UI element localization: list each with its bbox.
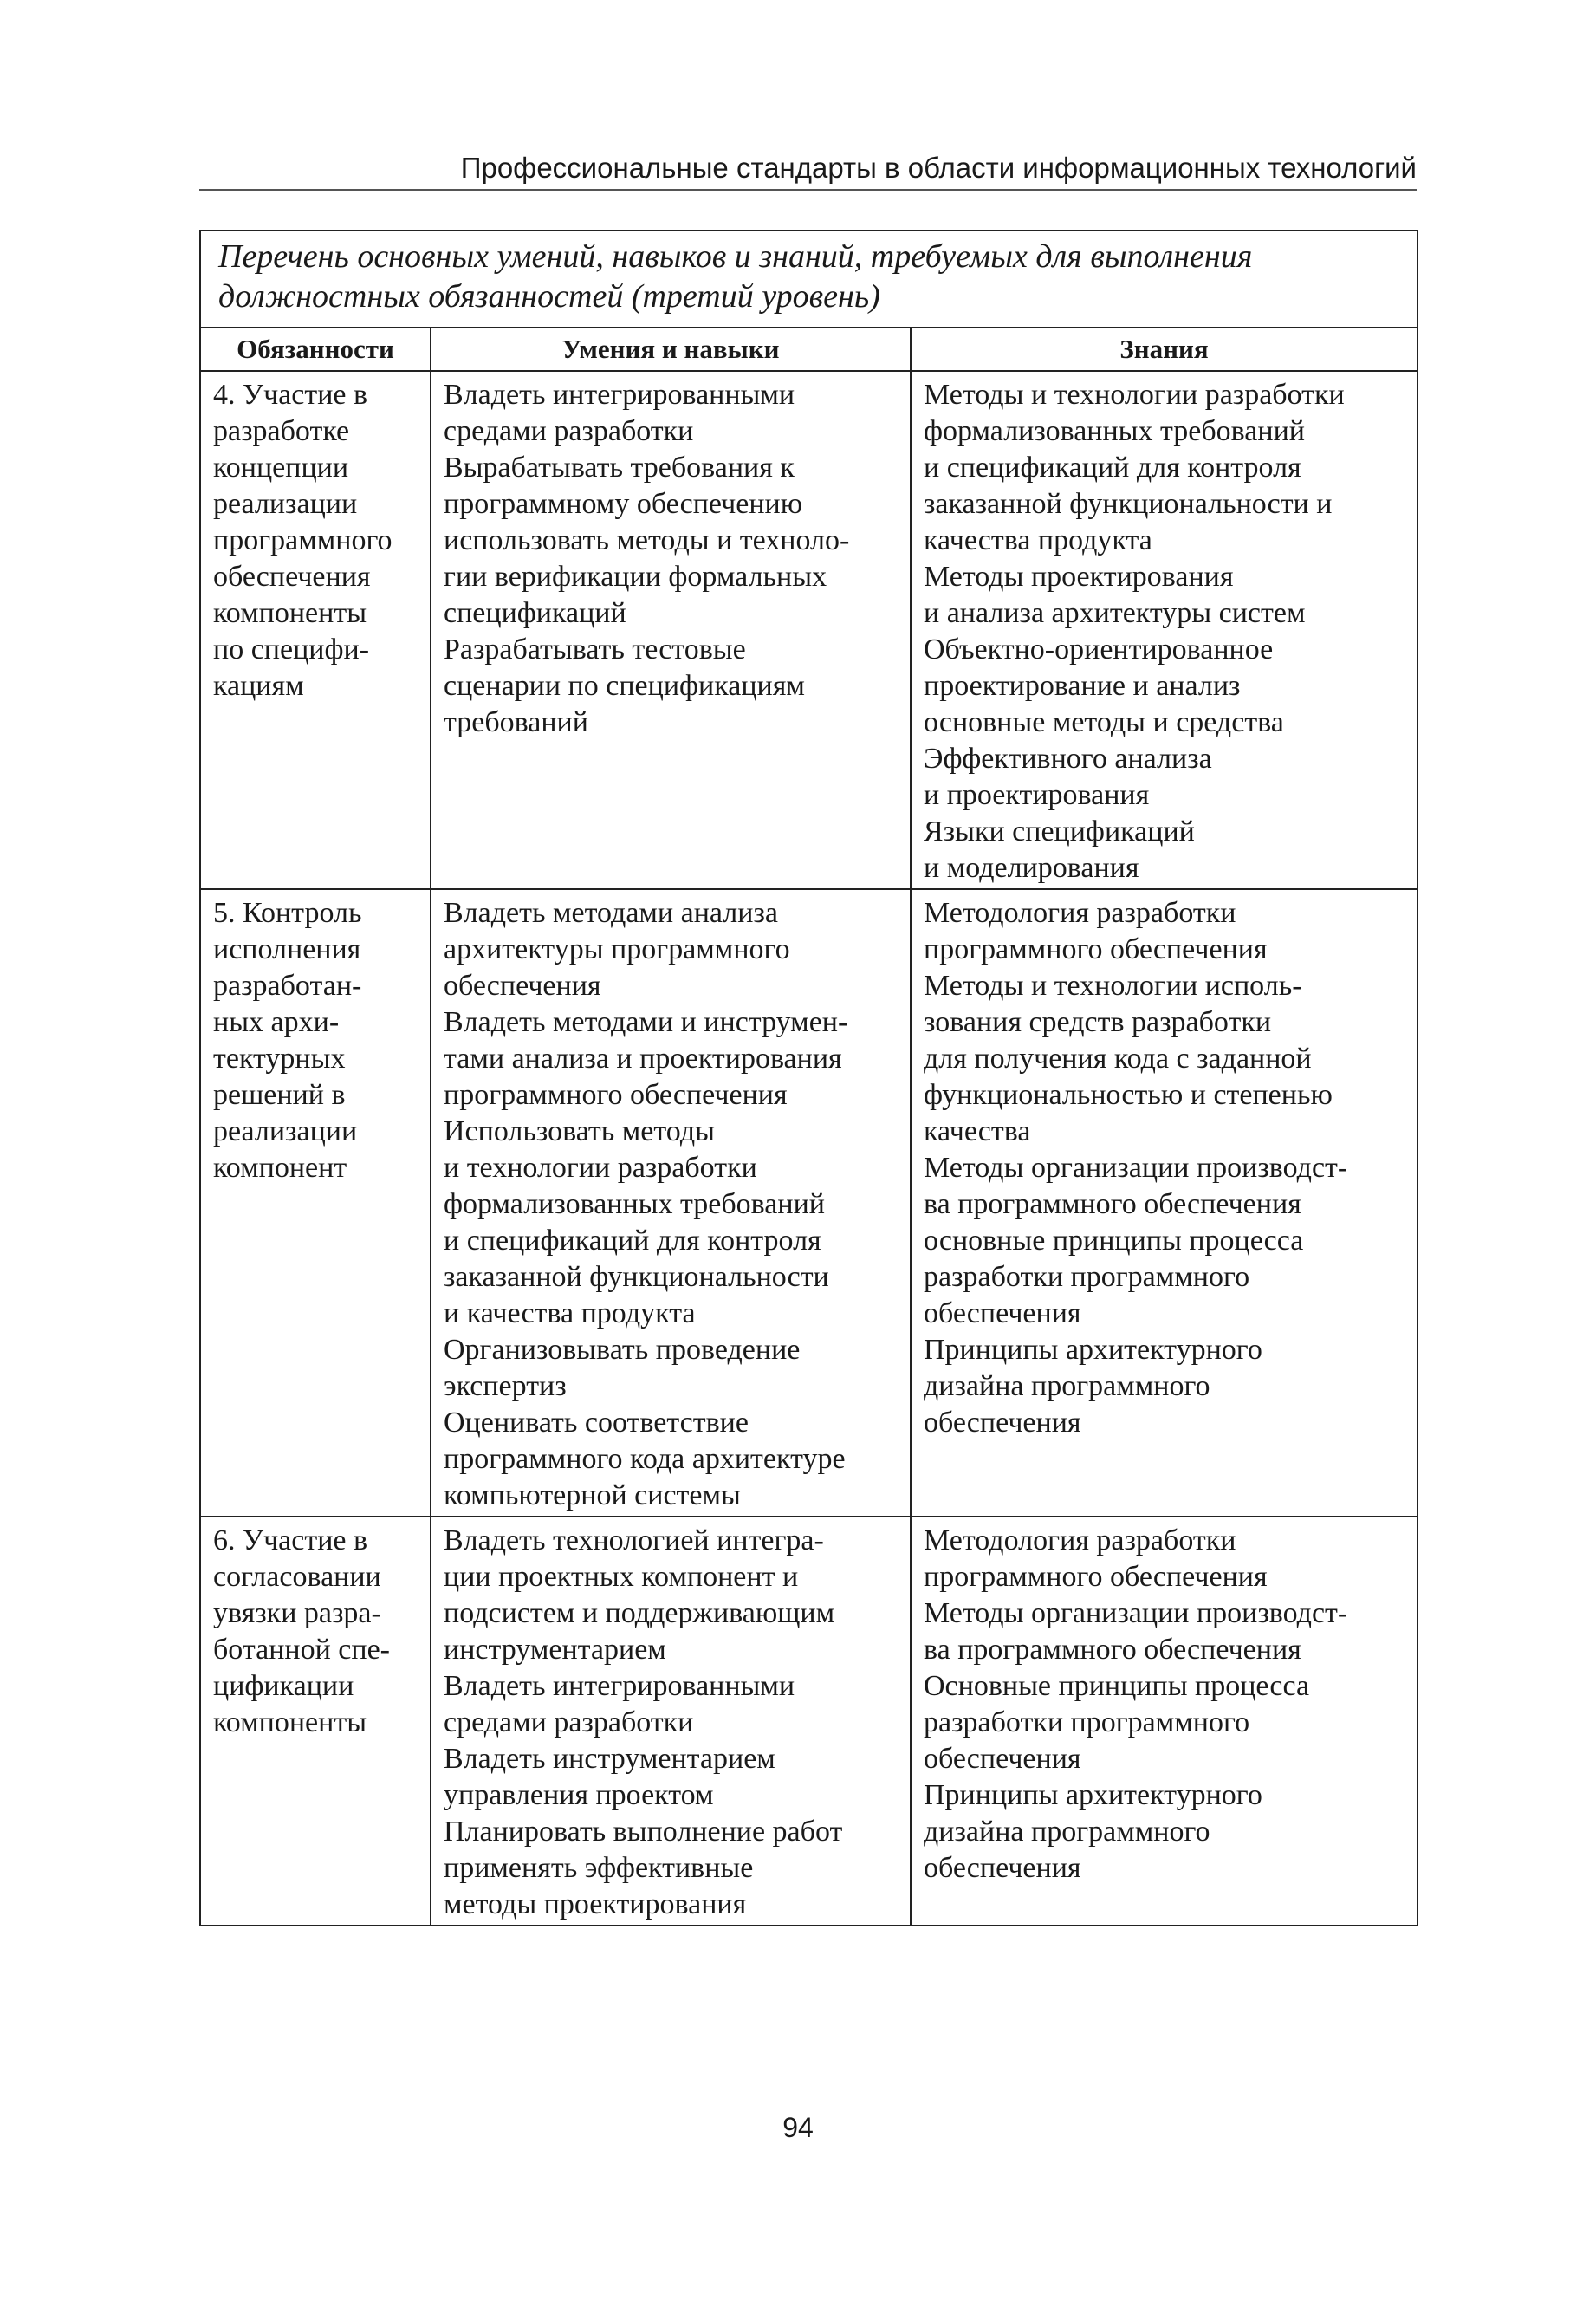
cell-line: программного обеспечения (924, 1561, 1268, 1593)
header-row (200, 328, 1418, 371)
cell-line: Принципы архитектурного (924, 1334, 1262, 1366)
cell-line: ва программного обеспечения (924, 1634, 1301, 1666)
table-row (200, 889, 1418, 1517)
cell-line: заказанной функциональности (444, 1261, 829, 1293)
cell-line: Языки спецификаций (924, 815, 1195, 848)
cell-line: управления проектом (444, 1779, 714, 1811)
cell-line: Методология разработки (924, 1524, 1236, 1556)
cell-line: обеспечения (213, 561, 371, 593)
cell-line: увязки разра- (213, 1597, 381, 1629)
cell-line: ции проектных компонент и (444, 1561, 799, 1593)
caption-row (200, 231, 1418, 328)
cell-line: кациям (213, 670, 304, 702)
cell-line: Методы организации производст- (924, 1152, 1348, 1184)
cell-line: разработки программного (924, 1706, 1250, 1738)
cell-line: 4. Участие в (213, 379, 368, 411)
cell-line: основные методы и средства (924, 706, 1284, 738)
column-header-skills: Умения и навыки (431, 328, 911, 371)
skills-cell (431, 371, 911, 889)
cell-line: архитектуры программного (444, 933, 790, 965)
cell-line: Методология разработки (924, 897, 1236, 929)
cell-line: программного кода архитектуре (444, 1443, 846, 1475)
cell-line: Эффективного анализа (924, 743, 1212, 775)
cell-line: сценарии по спецификациям (444, 670, 805, 702)
cell-line: Основные принципы процесса (924, 1670, 1310, 1702)
cell-line: Владеть технологией интегра- (444, 1524, 824, 1556)
cell-line: компонент (213, 1152, 347, 1184)
cell-line: основные принципы процесса (924, 1225, 1304, 1257)
cell-line: 6. Участие в (213, 1524, 368, 1556)
cell-line: 5. Контроль (213, 897, 362, 929)
cell-line: Владеть инструментарием (444, 1743, 775, 1775)
cell-line: и моделирования (924, 852, 1139, 884)
table-row (200, 1517, 1418, 1926)
knowledge-cell (911, 1517, 1418, 1926)
cell-line: подсистем и поддерживающим (444, 1597, 835, 1629)
cell-line: согласовании (213, 1561, 381, 1593)
cell-line: компоненты (213, 597, 367, 629)
duty-cell (200, 889, 431, 1517)
cell-line: разработке (213, 415, 350, 447)
knowledge-cell (911, 371, 1418, 889)
cell-line: средами разработки (444, 415, 694, 447)
cell-line: реализации (213, 1115, 358, 1147)
cell-line: дизайна программного (924, 1370, 1210, 1402)
caption-line: Перечень основных умений, навыков и знаний, требуемых для выполнения (218, 238, 1253, 275)
cell-line: Объектно-ориентированное (924, 633, 1274, 666)
cell-line: требований (444, 706, 588, 738)
cell-line: обеспечения (444, 970, 601, 1002)
skills-cell (431, 1517, 911, 1926)
cell-line: и спецификаций для контроля (444, 1225, 821, 1257)
cell-line: программного (213, 524, 393, 556)
cell-line: и технологии разработки (444, 1152, 757, 1184)
cell-line: программному обеспечению (444, 488, 803, 520)
cell-line: качества продукта (924, 524, 1152, 556)
cell-line: Использовать методы (444, 1115, 715, 1147)
cell-line: качества (924, 1115, 1031, 1147)
cell-line: и проектирования (924, 779, 1150, 811)
knowledge-cell (911, 889, 1418, 1517)
cell-line: Разрабатывать тестовые (444, 633, 746, 666)
competency-table (199, 230, 1418, 1926)
table-caption (200, 231, 1418, 328)
cell-line: Методы и технологии разработки (924, 379, 1345, 411)
cell-line: Вырабатывать требования к (444, 452, 795, 484)
cell-line: ных архи- (213, 1006, 340, 1038)
cell-line: Владеть интегрированными (444, 379, 795, 411)
cell-line: использовать методы и техноло- (444, 524, 850, 556)
cell-line: Планировать выполнение работ (444, 1816, 843, 1848)
cell-line: разработки программного (924, 1261, 1250, 1293)
cell-line: по специфи- (213, 633, 370, 666)
cell-line: функциональностью и степенью (924, 1079, 1333, 1111)
cell-line: применять эффективные (444, 1852, 754, 1884)
cell-line: и анализа архитектуры систем (924, 597, 1306, 629)
cell-line: зования средств разработки (924, 1006, 1272, 1038)
cell-line: исполнения (213, 933, 361, 965)
skills-cell (431, 889, 911, 1517)
cell-line: тами анализа и проектирования (444, 1043, 842, 1075)
cell-line: ва программного обеспечения (924, 1188, 1301, 1220)
cell-line: программного обеспечения (444, 1079, 788, 1111)
cell-line: Методы проектирования (924, 561, 1234, 593)
cell-line: формализованных требований (924, 415, 1305, 447)
duty-cell (200, 1517, 431, 1926)
cell-line: средами разработки (444, 1706, 694, 1738)
cell-line: проектирование и анализ (924, 670, 1241, 702)
cell-line: ботанной спе- (213, 1634, 390, 1666)
cell-line: Владеть методами анализа (444, 897, 778, 929)
cell-line: компьютерной системы (444, 1479, 741, 1511)
cell-line: заказанной функциональности и (924, 488, 1333, 520)
cell-line: обеспечения (924, 1297, 1081, 1329)
cell-line: спецификаций (444, 597, 626, 629)
cell-line: и спецификаций для контроля (924, 452, 1301, 484)
caption-line: должностных обязанностей (третий уровень) (218, 278, 880, 315)
cell-line: гии верификации формальных (444, 561, 827, 593)
header-rule (199, 189, 1417, 191)
cell-line: инструментарием (444, 1634, 666, 1666)
running-head: Профессиональные стандарты в области информационных технологий (460, 152, 1417, 184)
table-row (200, 371, 1418, 889)
cell-line: и качества продукта (444, 1297, 696, 1329)
column-header-duties: Обязанности (200, 328, 431, 371)
cell-line: экспертиз (444, 1370, 567, 1402)
cell-line: Организовывать проведение (444, 1334, 801, 1366)
cell-line: обеспечения (924, 1407, 1081, 1439)
cell-line: реализации (213, 488, 358, 520)
cell-line: решений в (213, 1079, 346, 1111)
cell-line: компоненты (213, 1706, 367, 1738)
cell-line: Оценивать соответствие (444, 1407, 749, 1439)
cell-line: Владеть интегрированными (444, 1670, 795, 1702)
cell-line: формализованных требований (444, 1188, 825, 1220)
cell-line: Методы и технологии исполь- (924, 970, 1302, 1002)
column-header-knowledge: Знания (911, 328, 1418, 371)
cell-line: для получения кода с заданной (924, 1043, 1312, 1075)
duty-cell (200, 371, 431, 889)
cell-line: концепции (213, 452, 349, 484)
cell-line: Методы организации производст- (924, 1597, 1348, 1629)
cell-line: обеспечения (924, 1852, 1081, 1884)
page-number: 94 (782, 2112, 814, 2143)
cell-line: Владеть методами и инструмен- (444, 1006, 848, 1038)
cell-line: разработан- (213, 970, 362, 1002)
cell-line: тектурных (213, 1043, 346, 1075)
cell-line: обеспечения (924, 1743, 1081, 1775)
cell-line: Принципы архитектурного (924, 1779, 1262, 1811)
cell-line: цификации (213, 1670, 354, 1702)
cell-line: дизайна программного (924, 1816, 1210, 1848)
cell-line: методы проектирования (444, 1888, 747, 1920)
cell-line: программного обеспечения (924, 933, 1268, 965)
